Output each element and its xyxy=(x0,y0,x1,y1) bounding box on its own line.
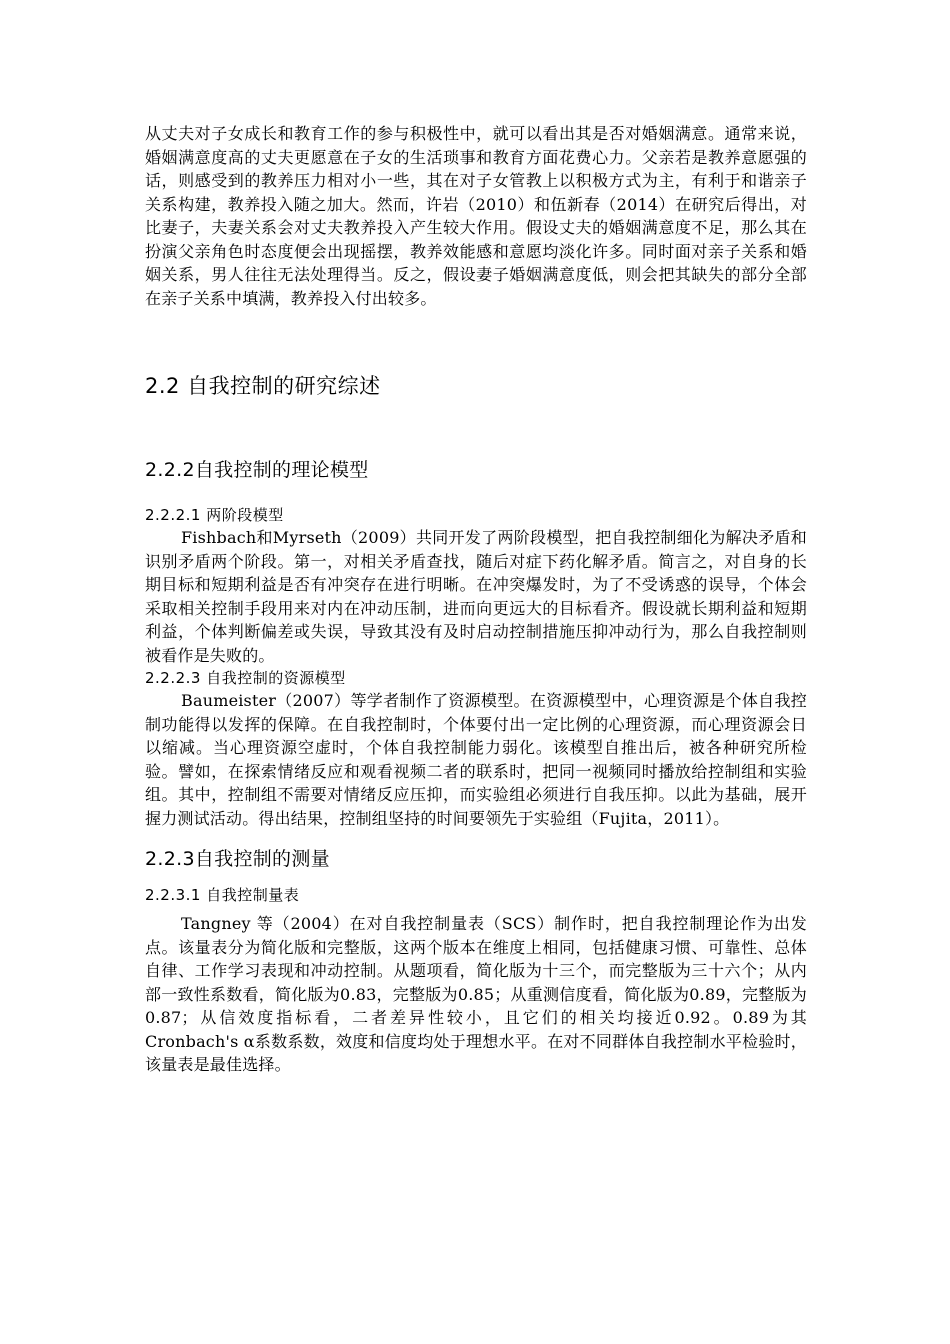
subsection-heading-2-2-3-1: 2.2.3.1 自我控制量表 xyxy=(145,886,300,904)
document-page xyxy=(145,122,807,1077)
subsection-heading-2-2-2-3: 2.2.2.3 自我控制的资源模型 xyxy=(145,669,346,687)
self-control-scale-paragraph: Tangney 等（2004）在对自我控制量表（SCS）制作时，把自我控制理论作为出发点。该量表分为简化版和完整版，这两个版本在维度上相同，包括健康习惯、可靠性、总体自律、工作学习表现和冲动控制。从题项看，简化版为十三个，而完整版为三十六个；从内部一致性系数看，简化版为0.83，完整版为0.85；从重测信度看，简化版为0.89，完整版为0.87；从信效度指标看，二者差异性较小，且它们的相关均接近0.92。0.89为其Cronbach's α系数系数，效度和信度均处于理想水平。在对不同群体自我控制水平检验时，该量表是最佳选择。 xyxy=(145,914,807,1074)
resource-model-paragraph: Baumeister（2007）等学者制作了资源模型。在资源模型中，心理资源是个体自我控制功能得以发挥的保障。在自我控制时，个体要付出一定比例的心理资源，而心理资源会日以缩减。当心理资源空虚时，个体自我控制能力弱化。该模型自推出后，被各种研究所检验。譬如，在探索情绪反应和观看视频二者的联系时，把同一视频同时播放给控制组和实验组。其中，控制组不需要对情绪反应压抑，而实验组必须进行自我压抑。以此为基础，展开握力测试活动。得出结果，控制组坚持的时间要领先于实验组（Fujita，2011）。 xyxy=(145,691,807,828)
section-heading-2-2: 2.2 自我控制的研究综述 xyxy=(145,374,381,398)
section-heading-2-2-2: 2.2.2自我控制的理论模型 xyxy=(145,459,369,481)
section-heading-2-2-3: 2.2.3自我控制的测量 xyxy=(145,848,330,870)
two-stage-model-paragraph: Fishbach和Myrseth（2009）共同开发了两阶段模型，把自我控制细化为解决矛盾和识别矛盾两个阶段。第一，对相关矛盾查找，随后对症下药化解矛盾。简言之，对自身的长期目标和短期利益是否有冲突存在进行明晰。在冲突爆发时，为了不受诱惑的误导，个体会采取相关控制手段用来对内在冲动压制，进而向更远大的目标看齐。假设就长期利益和短期利益，个体判断偏差或失误，导致其没有及时启动控制措施压抑冲动行为，那么自我控制则被看作是失败的。 xyxy=(145,528,807,665)
subsection-heading-2-2-2-1: 2.2.2.1 两阶段模型 xyxy=(145,506,284,524)
intro-paragraph: 从丈夫对子女成长和教育工作的参与积极性中，就可以看出其是否对婚姻满意。通常来说，婚姻满意度高的丈夫更愿意在子女的生活琐事和教育方面花费心力。父亲若是教养意愿强的话，则感受到的教养压力相对小一些，其在对子女管教上以积极方式为主，有利于和谐亲子关系构建，教养投入随之加大。然而，许岩（2010）和伍新春（2014）在研究后得出，对比妻子，夫妻关系会对丈夫教养投入产生较大作用。假设丈夫的婚姻满意度不足，那么其在扮演父亲角色时态度便会出现摇摆，教养效能感和意愿均淡化许多。同时面对亲子关系和婚姻关系，男人往往无法处理得当。反之，假设妻子婚姻满意度低，则会把其缺失的部分全部在亲子关系中填满，教养投入付出较多。 xyxy=(145,124,807,308)
